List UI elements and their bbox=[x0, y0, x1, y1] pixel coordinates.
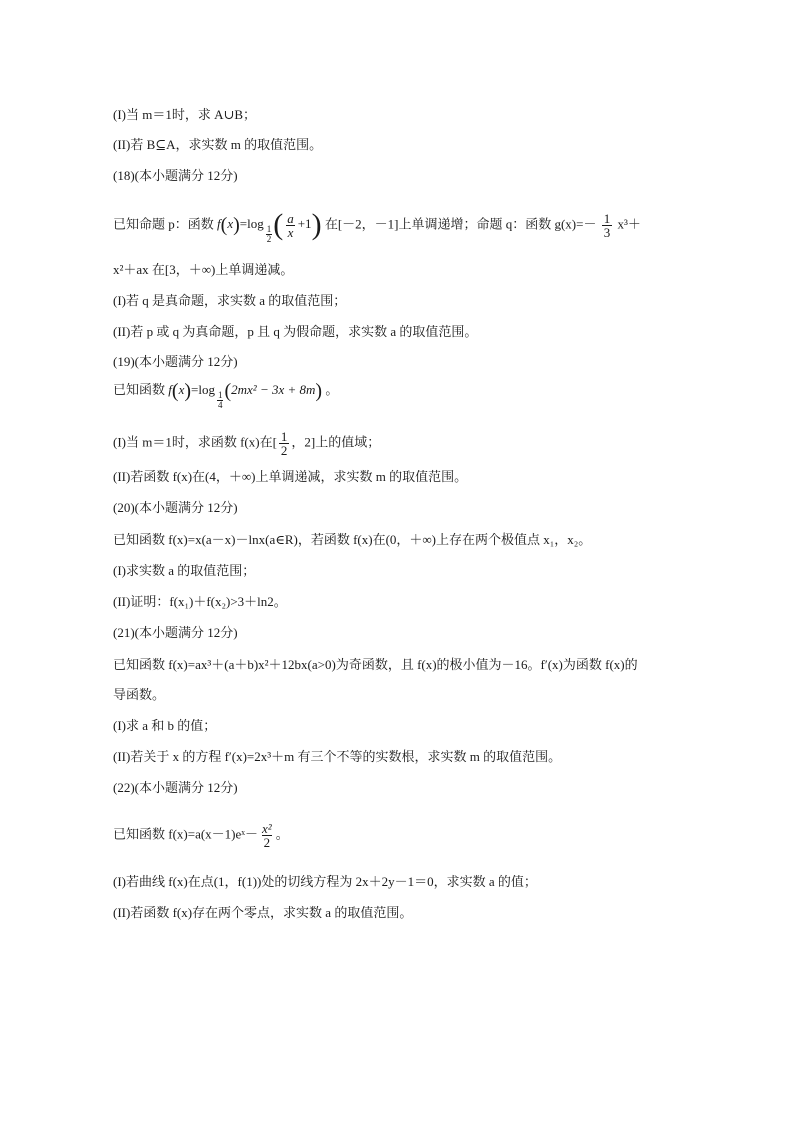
problem21-header: (21)(本小题满分 12分) bbox=[113, 625, 238, 640]
problem19-statement: 已知函数 f(x)=log $\frac{1}{4}$ (2mx² − 3x + 8m) 。 bbox=[113, 380, 339, 410]
problem22-header: (22)(本小题满分 12分) bbox=[113, 780, 238, 795]
problem17-part2: (II)若 B⊆A，求实数 m 的取值范围。 bbox=[113, 137, 323, 152]
p-intro: 已知命题 p：函数 bbox=[113, 216, 214, 232]
problem17-part1: (I)当 m＝1时，求 A∪B； bbox=[113, 107, 257, 122]
problem18-statement-cont: x²＋ax 在[3，＋∞)上单调递减。 bbox=[113, 262, 294, 277]
p-function-formula: f(x)=log $\frac{1}{2}$ ( $\frac{a}{x}$ +1) bbox=[217, 208, 322, 244]
problem19-header: (19)(本小题满分 12分) bbox=[113, 354, 238, 369]
problem19-part2: (II)若函数 f(x)在(4，＋∞)上单调递减，求实数 m 的取值范围。 bbox=[113, 469, 468, 484]
problem18-part1: (I)若 q 是真命题，求实数 a 的取值范围； bbox=[113, 293, 347, 308]
problem22-statement: 已知函数 f(x)=a(x－1)eˣ－ $\frac{\text{x²}}{2}$ 。 bbox=[113, 821, 289, 850]
problem18-header: (18)(本小题满分 12分) bbox=[113, 168, 238, 183]
problem21-statement: 已知函数 f(x)=ax³＋(a＋b)x²＋12bx(a>0)为奇函数，且 f(x)的极小值为－16。f′(x)为函数 f(x)的 bbox=[113, 657, 638, 672]
problem20-part1: (I)求实数 a 的取值范围； bbox=[113, 563, 256, 578]
f22-fraction: $\frac{\text{x²}}{2}$ bbox=[262, 821, 272, 850]
problem21-part2: (II)若关于 x 的方程 f′(x)=2x³＋m 有三个不等的实数根，求实数 m 的取值范围。 bbox=[113, 749, 562, 764]
problem22-part1: (I)若曲线 f(x)在点(1，f(1))处的切线方程为 2x＋2y－1＝0，求实数 a 的值； bbox=[113, 874, 537, 889]
problem19-part1: (I)当 m＝1时，求函数 f(x)在[ $\frac{1}{2}$ ，2]上的值域； bbox=[113, 429, 381, 458]
q-coefficient: $\frac{1}{3}$ bbox=[603, 211, 611, 240]
problem18-statement: 已知命题 p：函数 f(x)=log $\frac{1}{2}$ ( $\frac{a}{x}$ +1) 在[－2，－1]上单调递增；命题 q：函数 g(x)=－ $\frac{1}{3}$ x³＋ bbox=[113, 208, 641, 244]
problem20-part2: (II)证明：f(x₁)＋f(x₂)>3＋ln2。 bbox=[113, 594, 287, 609]
problem20-statement: 已知函数 f(x)=x(a－x)－lnx(a∈R)，若函数 f(x)在(0，＋∞)上存在两个极值点 x₁，x₂。 bbox=[113, 532, 592, 547]
problem21-part1: (I)求 a 和 b 的值； bbox=[113, 718, 217, 733]
problem20-header: (20)(本小题满分 12分) bbox=[113, 500, 238, 515]
problem18-part2: (II)若 p 或 q 为真命题，p 且 q 为假命题，求实数 a 的取值范围。 bbox=[113, 324, 478, 339]
problem22-part2: (II)若函数 f(x)存在两个零点，求实数 a 的取值范围。 bbox=[113, 905, 413, 920]
interval-fraction: $\frac{1}{2}$ bbox=[280, 429, 288, 458]
q-intro: 在[－2，－1]上单调递增；命题 q：函数 g(x)=－ bbox=[324, 216, 597, 232]
problem21-statement-cont: 导函数。 bbox=[113, 687, 166, 702]
f19-formula: f(x)=log $\frac{1}{4}$ (2mx² − 3x + 8m) bbox=[168, 380, 323, 410]
